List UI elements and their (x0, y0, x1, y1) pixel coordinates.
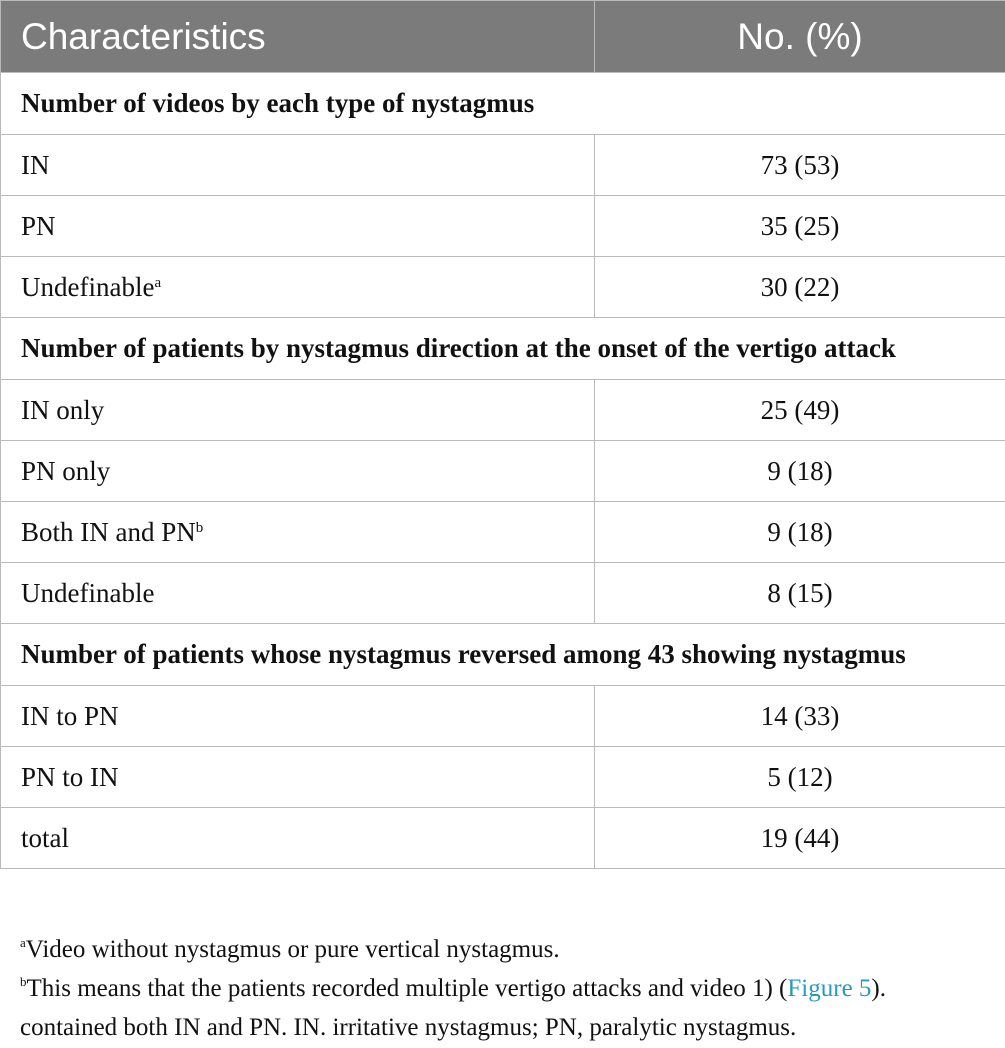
row-label: Undefinable$^a$ (1, 257, 595, 318)
table-row (1, 808, 1005, 869)
figure-5-link[interactable]: Figure 5 (787, 975, 872, 1002)
table-row (1, 747, 1005, 808)
row-label: total (1, 808, 595, 869)
table-row (1, 380, 1005, 441)
row-label: IN (1, 135, 595, 196)
table-row (1, 686, 1005, 747)
section-title: Number of patients by nystagmus direction at the onset of the vertigo attack (1, 318, 1005, 380)
row-value: 9 (18) (595, 502, 1005, 563)
footnote-marker: b (195, 519, 204, 536)
footnote-marker-a: a (20, 935, 26, 950)
table-footnotes (20, 930, 990, 1047)
row-value: 25 (49) (595, 380, 1005, 441)
table-row (1, 196, 1005, 257)
footnote-a: $^a$Video without nystagmus or pure vertical nystagmus. (20, 935, 560, 963)
row-label: PN only (1, 441, 595, 502)
row-label: PN (1, 196, 595, 257)
table-row (1, 563, 1005, 624)
footnote-b-continued: contained both IN and PN. IN. irritative nystagmus; PN, paralytic nystagmus. (20, 1014, 797, 1041)
row-label: PN to IN (1, 747, 595, 808)
table-row (1, 257, 1005, 318)
section-title: Number of patients whose nystagmus reversed among 43 showing nystagmus (1, 624, 1005, 686)
row-label: IN to PN (1, 686, 595, 747)
table-row (1, 135, 1005, 196)
footnote-marker: a (154, 274, 162, 291)
row-value: 14 (33) (595, 686, 1005, 747)
table-row (1, 502, 1005, 563)
footnote-marker-b: b (20, 974, 27, 989)
row-value: 73 (53) (595, 135, 1005, 196)
section-header-row (1, 624, 1005, 686)
header-count-percent: No. (%) (595, 1, 1005, 73)
table-row (1, 441, 1005, 502)
header-characteristics: Characteristics (1, 1, 595, 73)
row-label: IN only (1, 380, 595, 441)
footnote-b: $^b$This means that the patients recorded multiple vertigo attacks and video 1) (Figure 5). (20, 974, 886, 1002)
row-value: 5 (12) (595, 747, 1005, 808)
row-value: 8 (15) (595, 563, 1005, 624)
row-value: 30 (22) (595, 257, 1005, 318)
row-value: 9 (18) (595, 441, 1005, 502)
table-header-row (1, 1, 1005, 73)
section-title: Number of videos by each type of nystagmus (1, 73, 1005, 135)
section-header-row (1, 73, 1005, 135)
row-label: Undefinable (1, 563, 595, 624)
row-value: 19 (44) (595, 808, 1005, 869)
row-label: Both IN and $PN^b$ (1, 502, 595, 563)
section-header-row (1, 318, 1005, 380)
row-value: 35 (25) (595, 196, 1005, 257)
